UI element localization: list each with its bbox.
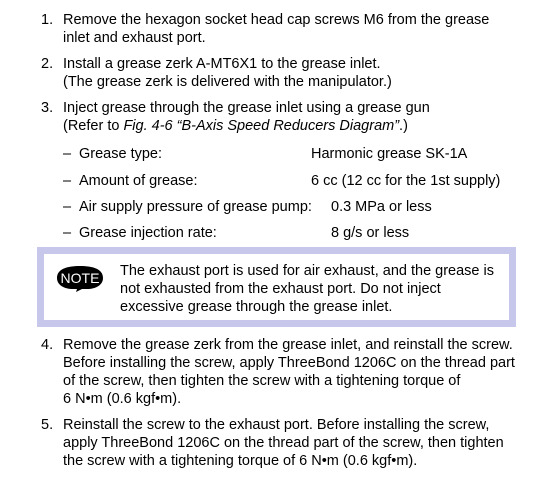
- note-icon-label: NOTE: [60, 270, 100, 286]
- spec-label: Air supply pressure of grease pump:: [79, 199, 312, 215]
- step-line: Remove the hexagon socket head cap screws M6 from the grease: [63, 12, 490, 28]
- step-text: [63, 416, 504, 470]
- note-text: [120, 262, 494, 316]
- step-number: 5.: [41, 417, 54, 433]
- note-line: The exhaust port is used for air exhaust, and the grease is: [120, 263, 494, 279]
- spec-label: Amount of grease:: [79, 173, 198, 189]
- step-line: 6 N•m (0.6 kgf•m).: [63, 391, 182, 407]
- spec-value: 6 cc (12 cc for the 1st supply): [311, 173, 501, 189]
- spec-label: Grease type:: [79, 146, 163, 162]
- spec-value: 8 g/s or less: [331, 225, 410, 241]
- step-text: [63, 11, 489, 47]
- dash-bullet: –: [63, 173, 72, 189]
- step-line: Before installing the screw, apply ThreeBond 1206C on the thread part: [63, 355, 515, 371]
- figure-link[interactable]: Fig. 4-6 “B-Axis Speed Reducers Diagram”: [123, 118, 400, 134]
- dash-bullet: –: [63, 199, 72, 215]
- step-line: the screw with a tightening torque of 6 N•m (0.6 kgf•m).: [63, 453, 418, 469]
- step-line: Install a grease zerk A-MT6X1 to the grease inlet.: [63, 56, 381, 72]
- note-line: excessive grease through the grease inlet.: [120, 299, 393, 315]
- spec-value: Harmonic grease SK-1A: [311, 146, 468, 162]
- reference-prefix: (Refer to: [63, 118, 124, 134]
- dash-bullet: –: [63, 146, 72, 162]
- step-number: 3.: [41, 100, 54, 116]
- step-text: [63, 55, 392, 91]
- step-number: 2.: [41, 56, 54, 72]
- step-number: 1.: [41, 12, 54, 28]
- reference-suffix: .): [399, 118, 408, 134]
- step-text: [63, 336, 515, 408]
- step-line: apply ThreeBond 1206C on the thread part of the screw, then tighten: [63, 435, 504, 451]
- step-line: inlet and exhaust port.: [63, 30, 206, 46]
- step-line: (The grease zerk is delivered with the manipulator.): [63, 74, 392, 90]
- step-number: 4.: [41, 337, 54, 353]
- figure-reference: [63, 117, 430, 135]
- step-line: of the screw, then tighten the screw with a tightening torque of: [63, 373, 461, 389]
- step-line: Remove the grease zerk from the grease inlet, and reinstall the screw.: [63, 337, 513, 353]
- step-text: [63, 99, 430, 135]
- dash-bullet: –: [63, 225, 72, 241]
- step-line: Inject grease through the grease inlet using a grease gun: [63, 100, 430, 116]
- note-line: not exhausted from the exhaust port. Do not inject: [120, 281, 441, 297]
- note-box: [37, 247, 516, 327]
- spec-value: 0.3 MPa or less: [331, 199, 432, 215]
- spec-label: Grease injection rate:: [79, 225, 217, 241]
- step-line: Reinstall the screw to the exhaust port. Before installing the screw,: [63, 417, 490, 433]
- note-icon: [53, 264, 107, 292]
